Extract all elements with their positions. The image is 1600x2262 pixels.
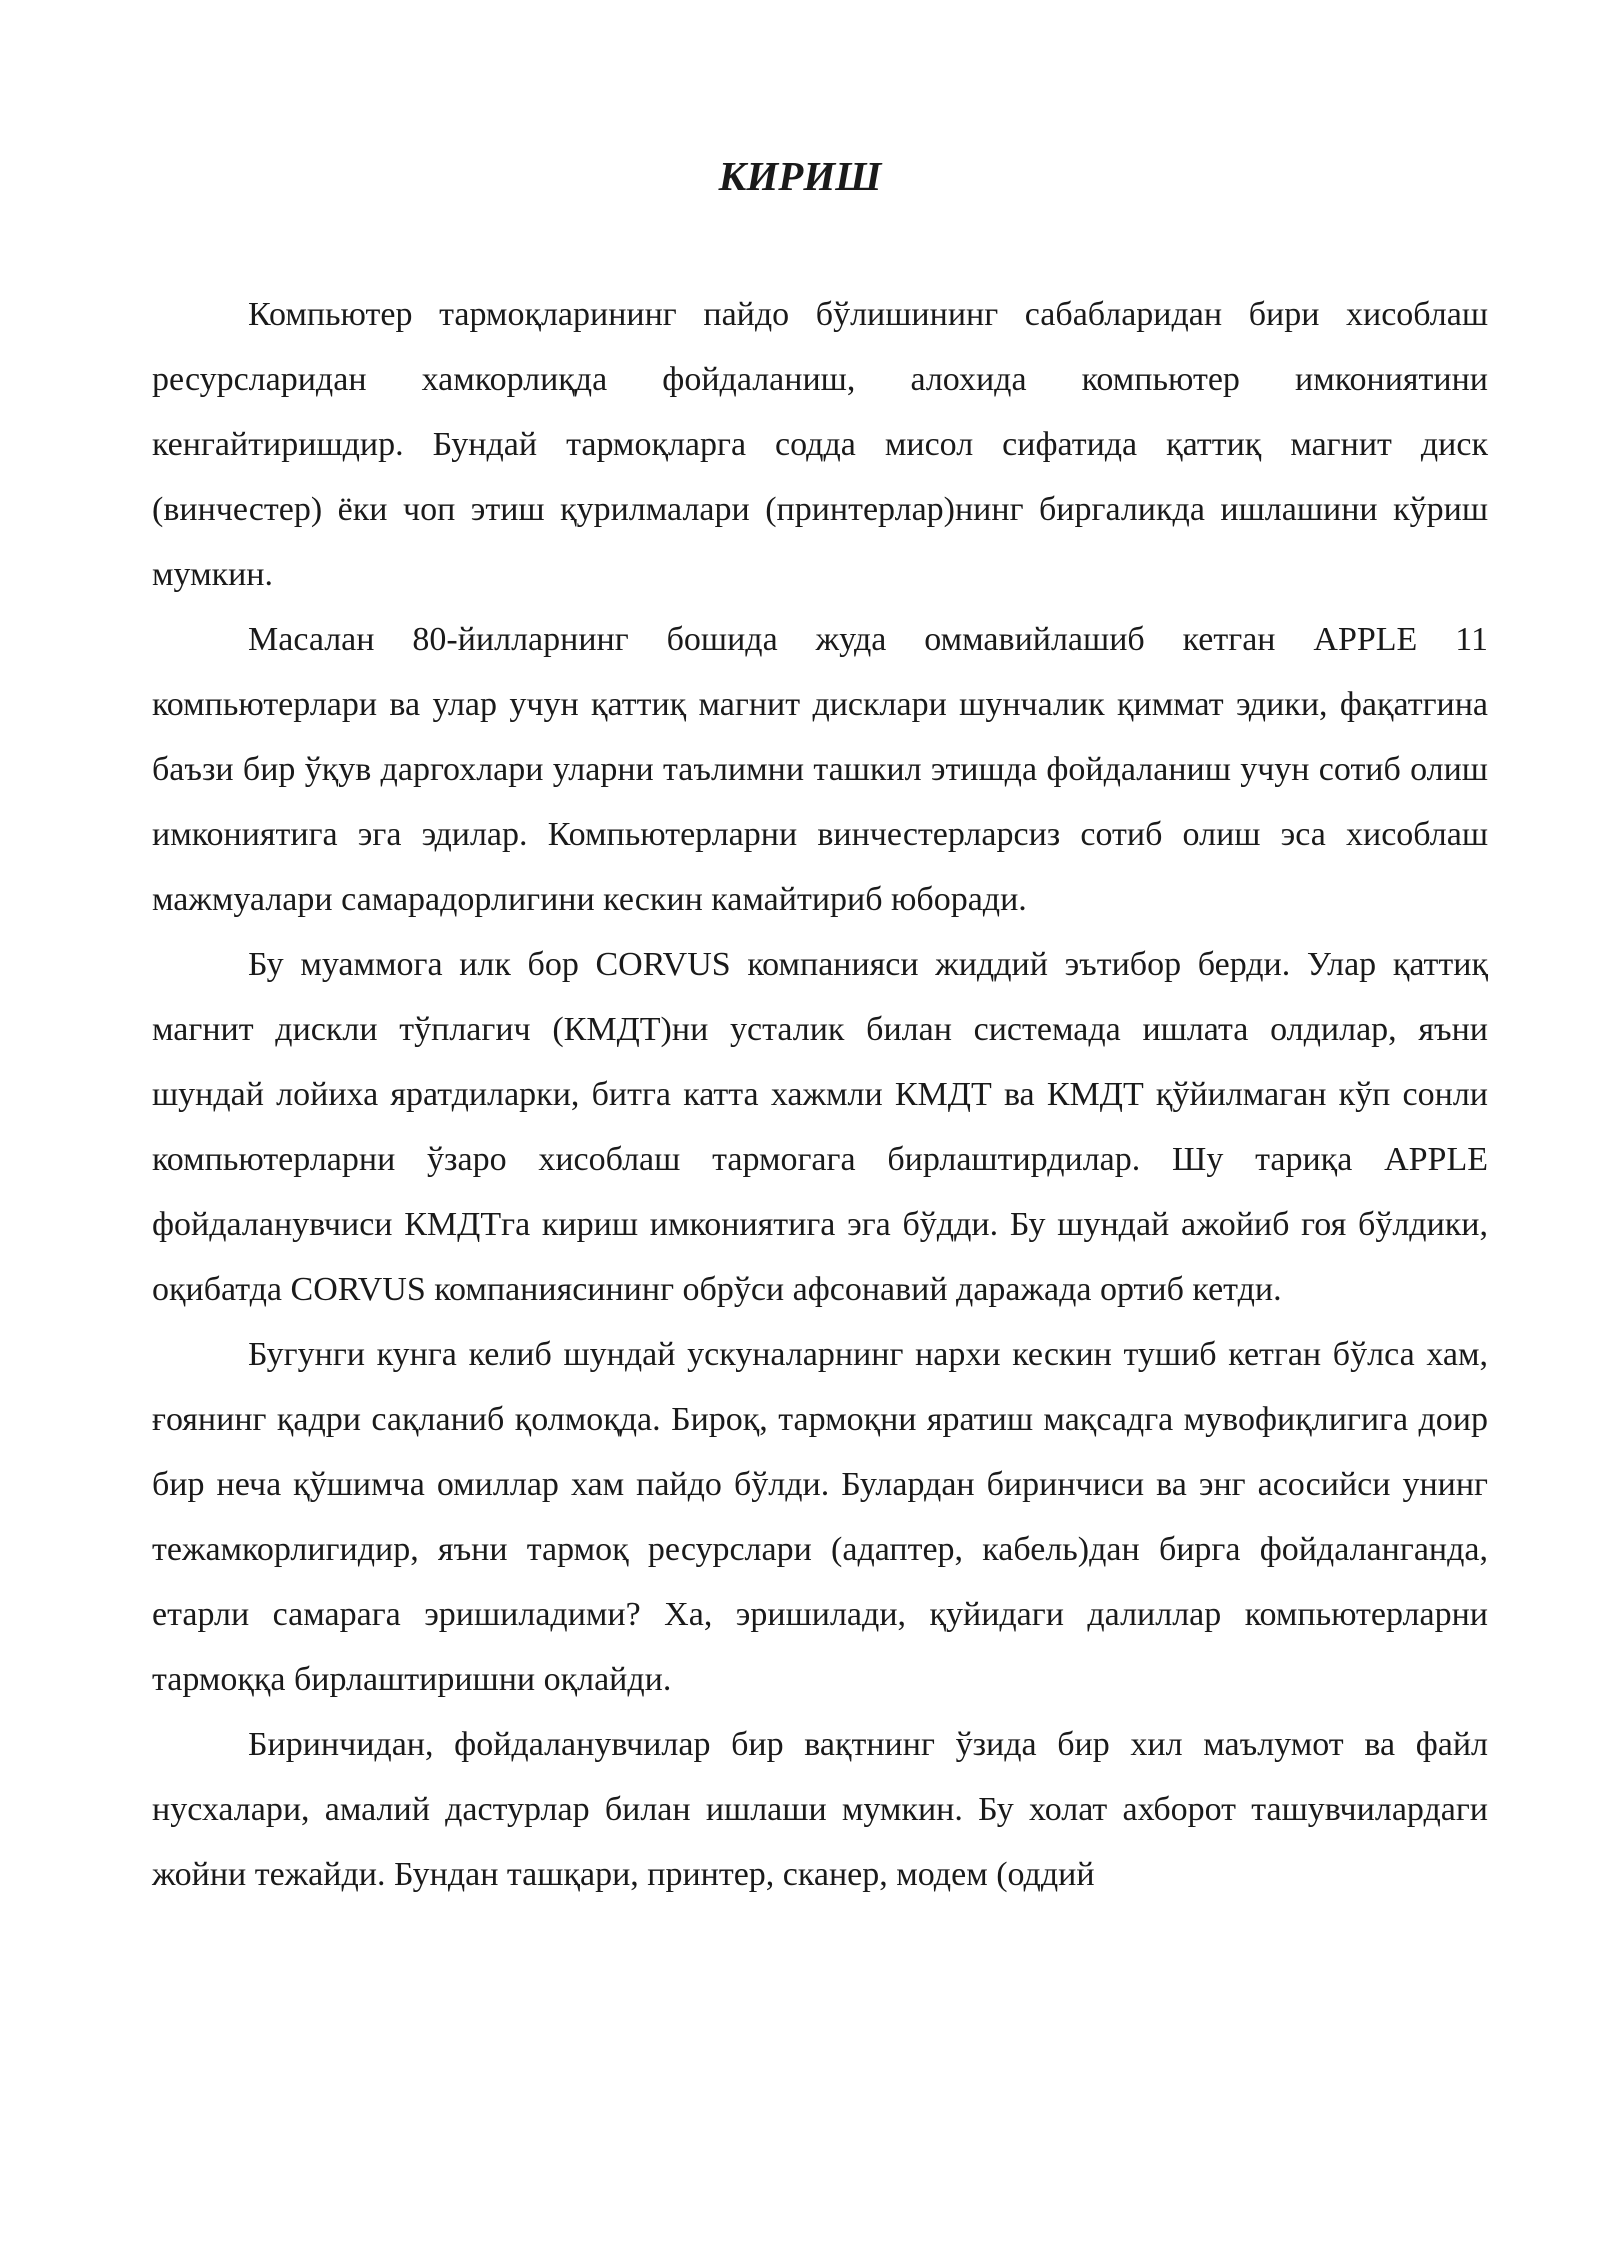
- paragraph: Бу муаммога илк бор CORVUS компанияси жиддий эътибор берди. Улар қаттиқ магнит дискли тўплагич (КМДТ)ни усталик билан системада ишлата олдилар, яъни шундай лойиха яратдиларки, битга катта хажмли КМДТ ва КМДТ қўйилмаган кўп сонли компьютерларни ўзаро хисоблаш тармогага бирлаштирдилар. Шу тариқа APPLE фойдаланувчиси КМДТга кириш имкониятига эга бўдди. Бу шундай ажойиб гоя бўлдики, оқибатда CORVUS компаниясининг обрўси афсонавий даражада ортиб кетди.: [152, 946, 1488, 1308]
- paragraph: Бугунги кунга келиб шундай ускуналарнинг нархи кескин тушиб кетган бўлса хам, ғоянинг қадри сақланиб қолмоқда. Бироқ, тармоқни яратиш мақсадга мувофиқлигига доир бир неча қўшимча омиллар хам пайдо бўлди. Булардан биринчиси ва энг асосийси унинг тежамкорлигидир, яъни тармоқ ресурслари (адаптер, кабель)дан бирга фойдаланганда, етарли самарага эришиладими? Ха, эришилади, қуйидаги далиллар компьютерларни тармоққа бирлаштиришни оқлайди.: [152, 1336, 1488, 1698]
- body-text: [152, 282, 1488, 1907]
- paragraph: Масалан 80-йилларнинг бошида жуда оммавийлашиб кетган APPLE 11 компьютерлари ва улар учун қаттиқ магнит дисклари шунчалик қиммат эдики, фақатгина баъзи бир ўқув даргохлари уларни таълимни ташкил этишда фойдаланиш учун сотиб олиш имкониятига эга эдилар. Компьютерларни винчестерларсиз сотиб олиш эса хисоблаш мажмуалари самарадорлигини кескин камайтириб юборади.: [152, 621, 1488, 918]
- paragraph: Компьютер тармоқларининг пайдо бўлишининг сабабларидан бири хисоблаш ресурсларидан хамкорлиқда фойдаланиш, алохида компьютер имкониятини кенгайтиришдир. Бундай тармоқларга содда мисол сифатида қаттиқ магнит диск (винчестер) ёки чоп этиш қурилмалари (принтерлар)нинг биргаликда ишлашини кўриш мумкин.: [152, 296, 1488, 593]
- page-title: КИРИШ: [718, 153, 882, 199]
- paragraph: Биринчидан, фойдаланувчилар бир вақтнинг ўзида бир хил маълумот ва файл нусхалари, амалий дастурлар билан ишлаши мумкин. Бу холат ахборот ташувчилардаги жойни тежайди. Бундан ташқари, принтер, сканер, модем (оддий: [152, 1726, 1488, 1893]
